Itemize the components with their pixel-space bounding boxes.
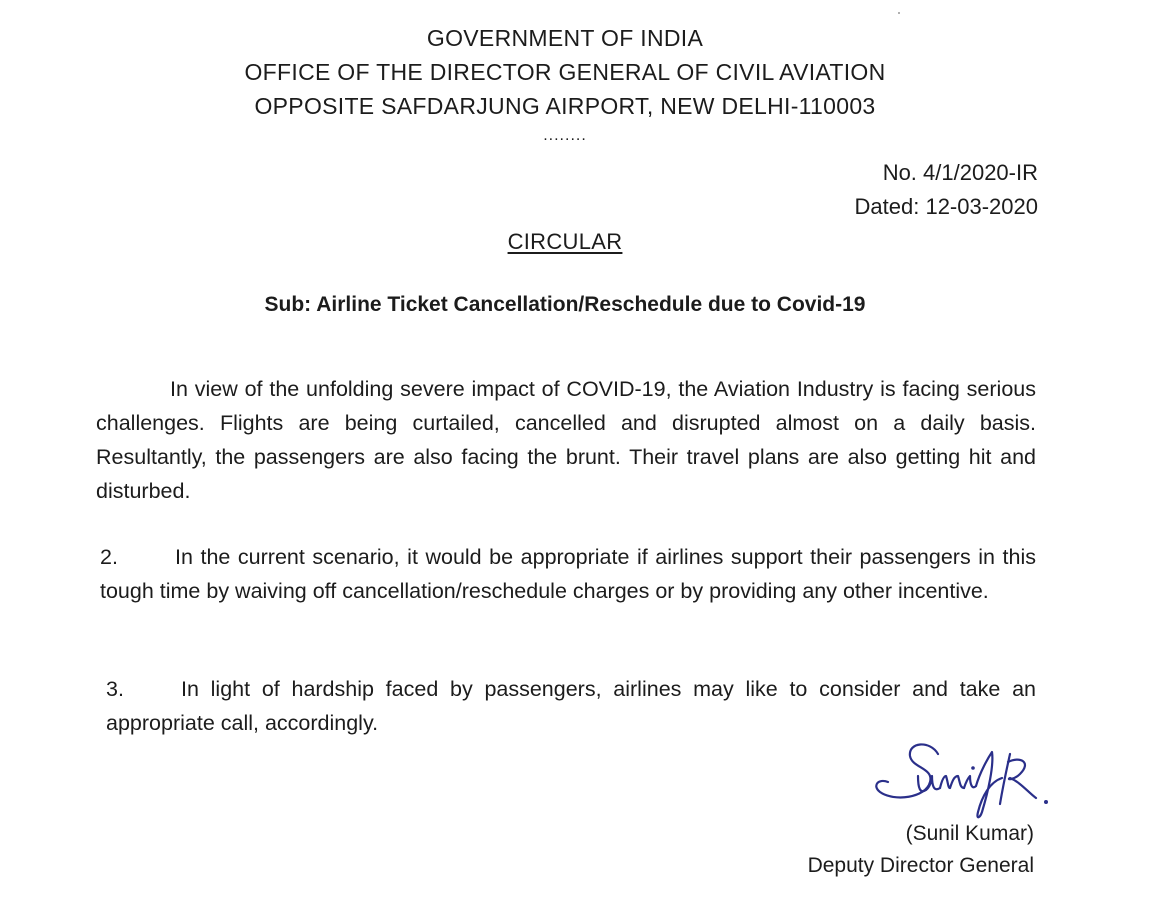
reference-number: No. 4/1/2020-IR	[882, 160, 1038, 185]
paragraph-2-text: In the current scenario, it would be appropriate if airlines support their passengers in this tough time by waiving off cancellation/reschedule charges or by providing any other incentive.	[100, 545, 1036, 603]
paragraph-2-number: 2.	[100, 545, 118, 569]
signatory-designation: Deputy Director General	[807, 854, 1034, 877]
header-address: OPPOSITE SAFDARJUNG AIRPORT, NEW DELHI-110003	[254, 93, 876, 119]
subject-line: Sub: Airline Ticket Cancellation/Reschedule due to Covid-19	[264, 293, 866, 316]
reference-date: Dated: 12-03-2020	[854, 194, 1038, 219]
header-government: GOVERNMENT OF INDIA	[426, 25, 704, 51]
paragraph-3-number: 3.	[106, 677, 124, 701]
circular-title: CIRCULAR	[507, 229, 623, 254]
paragraph-2	[100, 540, 1036, 608]
header-office: OFFICE OF THE DIRECTOR GENERAL OF CIVIL AVIATION	[244, 59, 886, 85]
signature-icon	[860, 732, 1060, 828]
scan-speck	[898, 12, 900, 14]
signature	[860, 732, 1060, 828]
paragraph-3-text: In light of hardship faced by passengers, airlines may like to consider and take an appropriate call, accordingly.	[106, 677, 1036, 735]
paragraph-1-text: In view of the unfolding severe impact of COVID-19, the Aviation Industry is facing serious challenges. Flights are being curtailed, cancelled and disrupted almost on a daily basis. Resultantly, the passengers are also facing the brunt. Their travel plans are also getting hit and disturbed.	[96, 377, 1036, 503]
paragraph-3	[106, 672, 1036, 740]
document-title	[0, 228, 1130, 255]
signatory-name: (Sunil Kumar)	[905, 822, 1034, 845]
paragraph-1	[96, 372, 1036, 508]
header-separator: ........	[543, 127, 587, 144]
